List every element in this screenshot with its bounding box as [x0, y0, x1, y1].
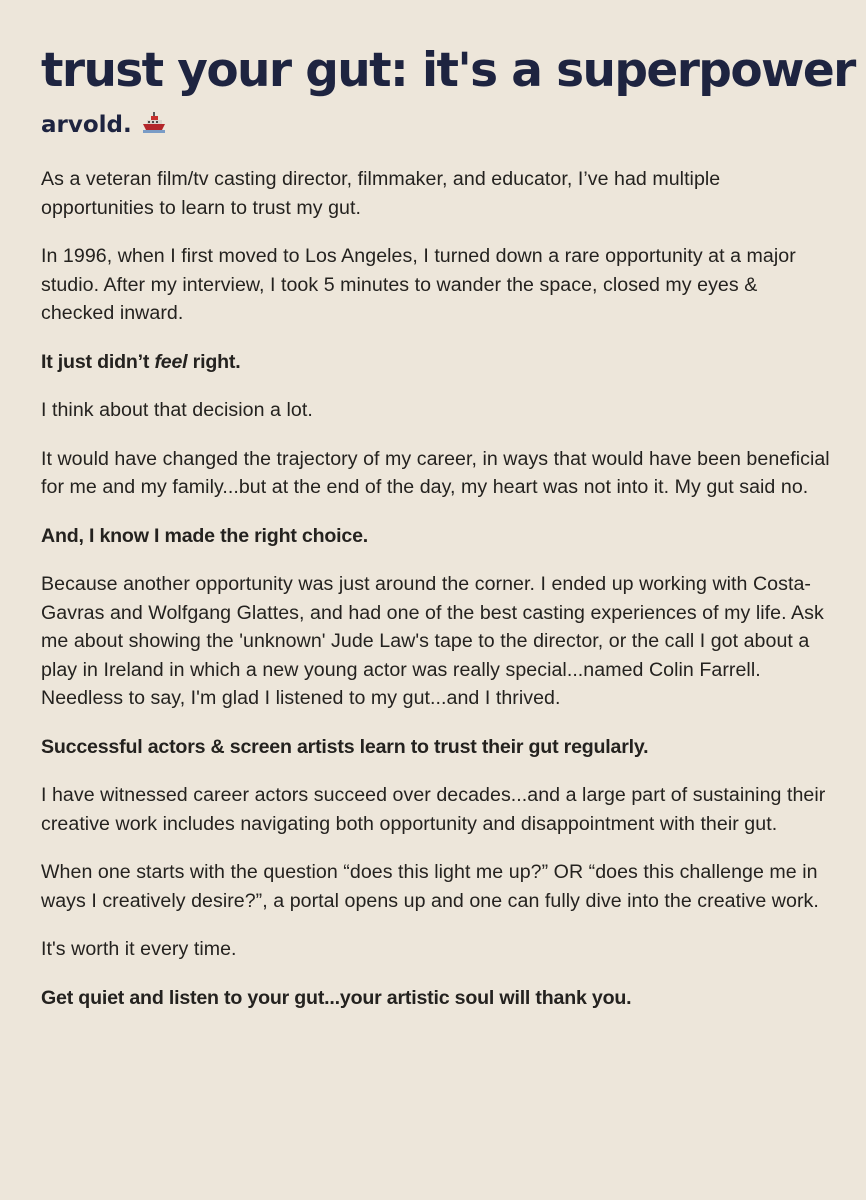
paragraph: As a veteran film/tv casting director, filmmaker, and educator, I’ve had multiple opportunities to learn to trust my gut. [41, 168, 721, 219]
paragraph-text: right. [187, 350, 241, 373]
emphasis-feel: feel [154, 350, 188, 373]
paragraph: When one starts with the question “does this light me up?” OR “does this challenge me in ways I creatively desire?”, a portal opens up and one can fully dive into the creative work. [41, 861, 819, 912]
article [41, 36, 855, 1012]
byline [41, 108, 831, 142]
paragraph-bold: Get quiet and listen to your gut...your artistic soul will thank you. [41, 986, 632, 1009]
article-title: trust your gut: it's a superpower [41, 43, 855, 98]
paragraph: I have witnessed career actors succeed over decades...and a large part of sustaining their creative work includes navigating both opportunity and disappointment with their gut. [41, 784, 826, 835]
paragraph: I think about that decision a lot. [41, 399, 313, 421]
author-name: arvold. [41, 112, 132, 138]
paragraph-bold: Successful actors & screen artists learn to trust their gut regularly. [41, 735, 649, 758]
paragraph-bold: And, I know I made the right choice. [41, 524, 369, 547]
paragraph: Because another opportunity was just around the corner. I ended up working with Costa-Gavras and Wolfgang Glattes, and had one of the best casting experiences of my life. Ask me about showing the 'unknown' Jude Law's tape to the director, or the call I got about a play in Ireland in which a new young actor was really special...named Colin Farrell. Needless to say, I'm glad I listened to my gut...and I thrived. [41, 573, 824, 709]
paragraph: It's worth it every time. [41, 938, 237, 960]
paragraph: In 1996, when I first moved to Los Angeles, I turned down a rare opportunity at a major studio. After my interview, I took 5 minutes to wander the space, closed my eyes & checked inward. [41, 245, 796, 324]
ship-icon [142, 111, 166, 135]
paragraph: It would have changed the trajectory of my career, in ways that would have been beneficial for me and my family...but at the end of the day, my heart was not into it. My gut said no. [41, 447, 830, 498]
paragraph-text: It just didn’t [41, 350, 155, 373]
article-body [41, 165, 831, 1012]
paragraph-bold [41, 348, 831, 377]
